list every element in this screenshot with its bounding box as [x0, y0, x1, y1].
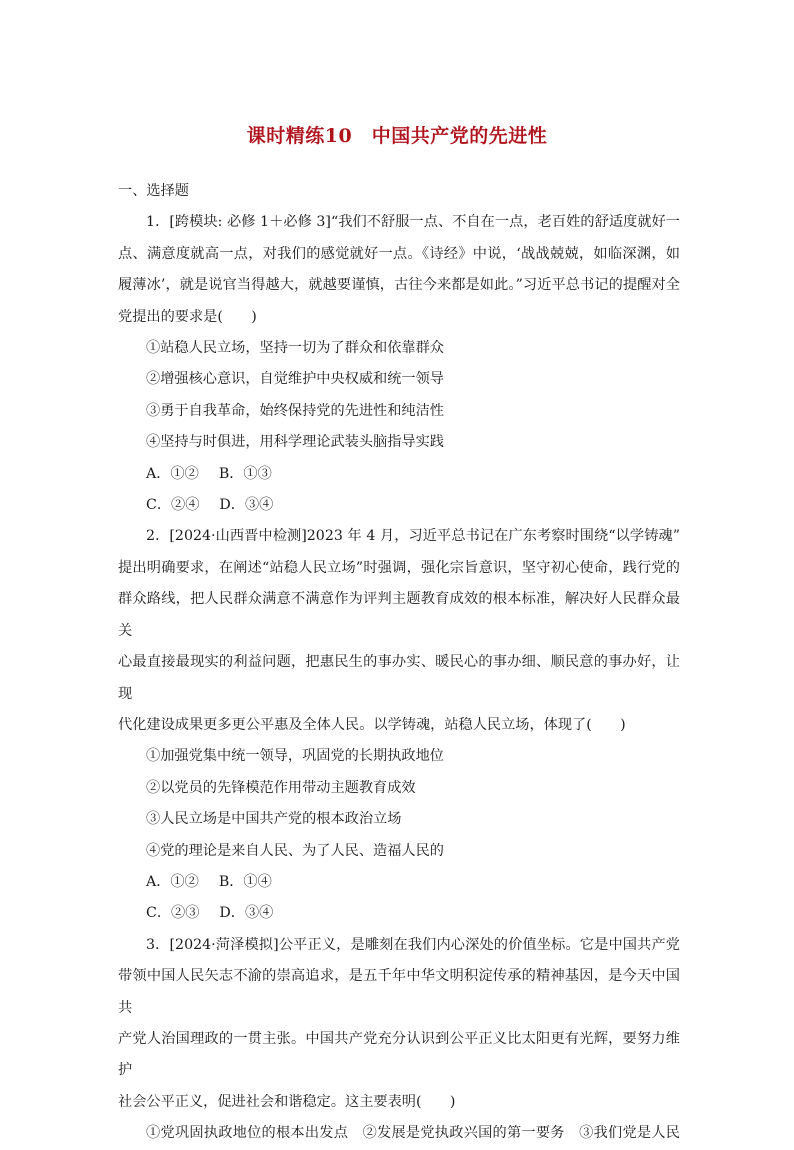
option-c: C．②④ [146, 497, 200, 514]
option-d: D．③④ [219, 905, 274, 922]
document-body [118, 176, 680, 1150]
question-1 [118, 207, 680, 521]
statement: ①党巩固执政地位的根本出发点 ②发展是党执政兴国的第一要务 ③我们党是人民 [146, 1125, 680, 1142]
question-stem-line: 代化建设成果更多更公平惠及全体人民。以学铸魂，站稳人民立场，体现了( ) [118, 716, 626, 733]
question-stem-line: 党提出的要求是( ) [118, 308, 257, 325]
question-stem-line: 心最直接最现实的利益问题，把惠民生的事办实、暖民心的事办细、顺民意的事办好，让现 [118, 654, 680, 702]
question-stem-line: 点、满意度就高一点，对我们的感觉就好一点。《诗经》中说，‘战战兢兢，如临深渊，如 [118, 245, 680, 262]
question-3 [118, 930, 680, 1150]
statement: ①站稳人民立场，坚持一切为了群众和依靠群众 [146, 340, 444, 357]
option-row [118, 459, 680, 490]
question-stem-line: 群众路线，把人民群众满意不满意作为评判主题教育成效的根本标准，解决好人民群众最关 [118, 591, 680, 639]
question-stem-line: 产党人治国理政的一贯主张。中国共产党充分认识到公平正义比太阳更有光辉，要努力维护 [118, 1030, 680, 1079]
statement: ③人民立场是中国共产党的根本政治立场 [146, 811, 402, 828]
question-stem-line: 3．[2024·菏泽模拟]公平正义，是雕刻在我们内心深处的价值坐标。它是中国共产党 [146, 936, 680, 953]
option-a: A．①② [146, 873, 199, 890]
question-2 [118, 521, 680, 929]
option-row [118, 867, 680, 898]
option-row [118, 898, 680, 929]
section-heading: 一、选择题 [118, 183, 189, 199]
statement: ④党的理论是来自人民、为了人民、造福人民的 [146, 842, 444, 859]
statement: ①加强党集中统一领导，巩固党的长期执政地位 [146, 748, 444, 765]
question-stem-line: 履薄冰’，就是说官当得越大，就越要谨慎，古往今来都是如此。”习近平总书记的提醒对全 [118, 277, 680, 294]
question-stem-line: 社会公平正义，促进社会和谐稳定。这主要表明( ) [118, 1093, 456, 1110]
question-stem-line: 2．[2024·山西晋中检测]2023 年 4 月，习近平总书记在广东考察时围绕“以学铸魂” [146, 528, 680, 545]
option-c: C．②③ [146, 905, 200, 922]
option-row [118, 490, 680, 521]
statement: ③勇于自我革命，始终保持党的先进性和纯洁性 [146, 402, 444, 419]
question-stem-line: 带领中国人民矢志不渝的崇高追求，是五千年中华文明积淀传承的精神基因，是今天中国共 [118, 968, 680, 1016]
option-d: D．③④ [219, 497, 274, 514]
statement: ②增强核心意识，自觉维护中央权威和统一领导 [146, 371, 444, 388]
page-title: 课时精练10 中国共产党的先进性 [246, 125, 548, 147]
statement: ②以党员的先锋模范作用带动主题教育成效 [146, 779, 416, 796]
statement: ④坚持与时俱进，用科学理论武装头脑指导实践 [146, 434, 444, 451]
option-a: A．①② [146, 465, 199, 482]
question-stem-line: 提出明确要求，在阐述“站稳人民立场”时强调，强化宗旨意识，坚守初心使命，践行党的 [118, 559, 680, 576]
option-b: B．①④ [218, 873, 272, 890]
question-stem-line: 1．[跨模块: 必修 1＋必修 3]“我们不舒服一点、不自在一点，老百姓的舒适度就好一 [146, 214, 680, 231]
option-b: B．①③ [218, 465, 272, 482]
